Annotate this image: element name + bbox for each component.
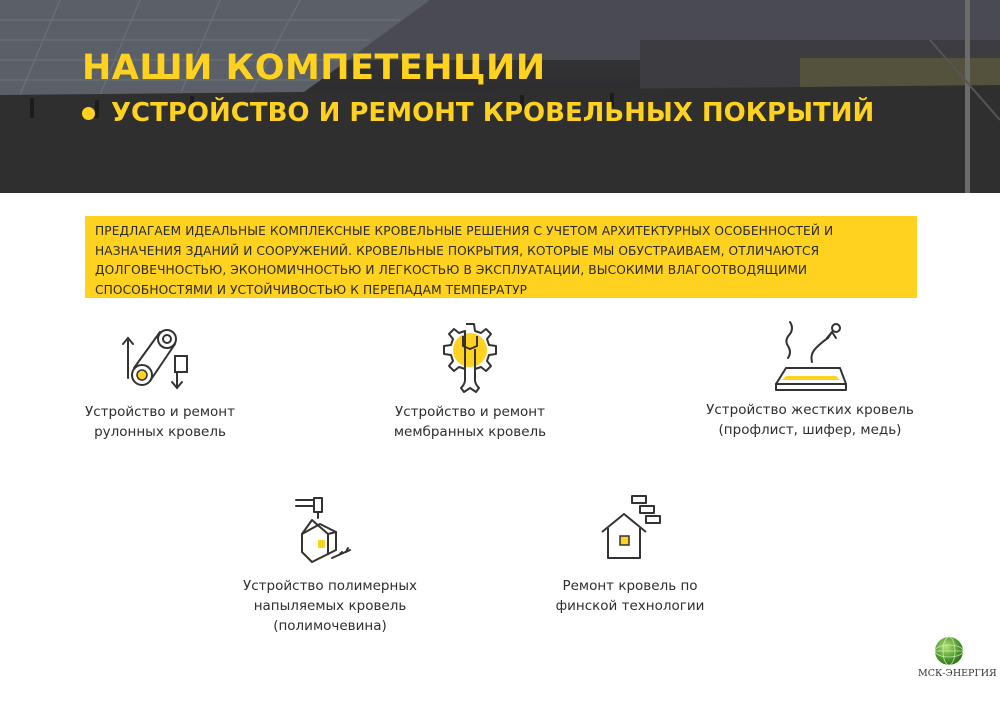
service-membrane-roofing xyxy=(380,318,560,442)
service-roll-roofing xyxy=(70,318,250,442)
service-rigid-roofing xyxy=(700,318,920,440)
bullet-dot xyxy=(82,107,95,120)
service-label: Устройство полимерных xyxy=(243,578,417,594)
service-finnish-repair xyxy=(540,492,720,616)
service-label: Ремонт кровель по xyxy=(562,578,698,594)
page-subtitle xyxy=(82,98,874,128)
service-spray-roofing xyxy=(200,492,460,636)
intro-box: ПРЕДЛАГАЕМ ИДЕАЛЬНЫЕ КОМПЛЕКСНЫЕ КРОВЕЛЬНЫЕ РЕШЕНИЯ С УЧЕТОМ АРХИТЕКТУРНЫХ ОСОБЕННОСТЕЙ И НАЗНАЧЕНИЯ ЗДАНИЙ И СООРУЖЕНИЙ. КРОВЕЛЬНЫЕ ПОКРЫТИЯ, КОТОРЫЕ МЫ ОБУСТРАИВАЕМ, ОТЛИЧАЮТСЯ ДОЛГОВЕЧНОСТЬЮ, ЭКОНОМИЧНОСТЬЮ И ЛЕГКОСТЬЮ В ЭКСПЛУАТАЦИИ, ВЫСОКИМИ ВЛАГООТВОДЯЩИМИ СПОСОБНОСТЯМИ И УСТОЙЧИВОСТЬЮ К ПЕРЕПАДАМ ТЕМПЕРАТУР xyxy=(85,216,917,298)
gear-wrench-icon xyxy=(430,318,510,398)
service-label: (профлист, шифер, медь) xyxy=(718,422,902,438)
logo-text: МСК-ЭНЕРГИЯ xyxy=(918,668,997,679)
globe-logo-icon xyxy=(934,636,964,666)
roll-roofing-icon xyxy=(120,318,200,398)
header-banner xyxy=(0,0,1000,193)
service-label: напыляемых кровель (полимочевина) xyxy=(253,598,407,634)
rigid-roof-icon xyxy=(770,318,850,398)
page-title: НАШИ КОМПЕТЕНЦИИ xyxy=(82,48,546,88)
service-label: мембранных кровель xyxy=(393,424,547,440)
service-label: Устройство и ремонт xyxy=(85,404,235,420)
house-repair-icon xyxy=(590,492,670,572)
service-label: рулонных кровель xyxy=(94,424,226,440)
subtitle-text: УСТРОЙСТВО И РЕМОНТ КРОВЕЛЬНЫХ ПОКРЫТИЙ xyxy=(111,98,875,128)
spray-house-icon xyxy=(290,492,370,572)
service-label: Устройство и ремонт xyxy=(395,404,545,420)
service-label: финской технологии xyxy=(555,598,705,614)
roof-photo-background xyxy=(0,0,1000,193)
service-label: Устройство жестких кровель xyxy=(706,402,914,418)
company-logo xyxy=(918,636,997,679)
